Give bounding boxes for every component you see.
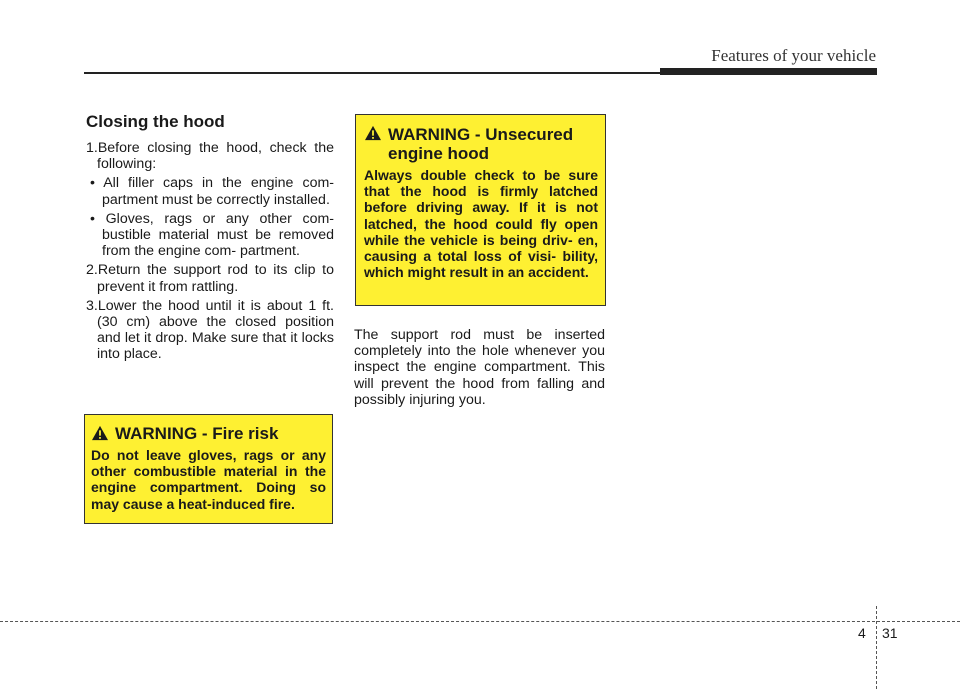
header-rule-thick [660,68,877,75]
warning-hood-head [364,125,598,163]
left-column [86,112,334,366]
step-3: 3.Lower the hood until it is about 1 ft. (30 cm) above the closed position and let it drop. Make sure that it locks into place. [86,297,334,363]
warning-hood-title [388,125,598,163]
bullet-filler-caps: • All filler caps in the engine com- partment must be correctly installed. [90,175,334,208]
footer-dashed-rule-right [877,621,960,622]
page-number: 31 [882,625,898,641]
support-rod-paragraph: The support rod must be inserted completely into the hole whenever you inspect the engine compartment. This will prevent the hood from falling and possibly injuring you. [354,327,605,408]
warning-hood-suffix: - Unsecured engine hood [388,125,574,163]
header-rule-thin [84,72,664,74]
warning-fire-title [115,425,278,443]
warning-hood-label: WARNING [388,125,471,144]
footer-dashed-rule-left [0,621,875,622]
footer-dashed-divider [876,606,877,689]
step-1-group [86,140,334,259]
page-header-title: Features of your vehicle [711,46,876,65]
warning-triangle-icon [91,425,109,441]
warning-fire-text: Do not leave gloves, rags or any other combustible material in the engine compartment. Doing so may cause a heat-induced fire. [91,447,326,512]
warning-hood-text: Always double check to be sure that the hood is firmly latched before driving away. If it is not latched, the hood could fly open while the vehicle is being driv- en, causing a total loss of visi- bility, which might result in an accident. [364,167,598,281]
page-chapter-number: 4 [858,625,866,641]
warning-fire-label: WARNING [115,424,198,443]
section-title: Closing the hood [86,112,225,131]
warning-fire-risk-box [84,414,333,524]
step-1: 1.Before closing the hood, check the following: [86,140,334,173]
warning-fire-head [91,425,326,443]
warning-unsecured-hood-box [355,114,606,306]
bullet-combustible: • Gloves, rags or any other com- bustible material must be removed from the engine com- partment. [90,210,334,260]
warning-triangle-icon [364,125,382,141]
warning-fire-suffix: - Fire risk [197,424,279,443]
step-2: 2.Return the support rod to its clip to prevent it from rattling. [86,262,334,295]
